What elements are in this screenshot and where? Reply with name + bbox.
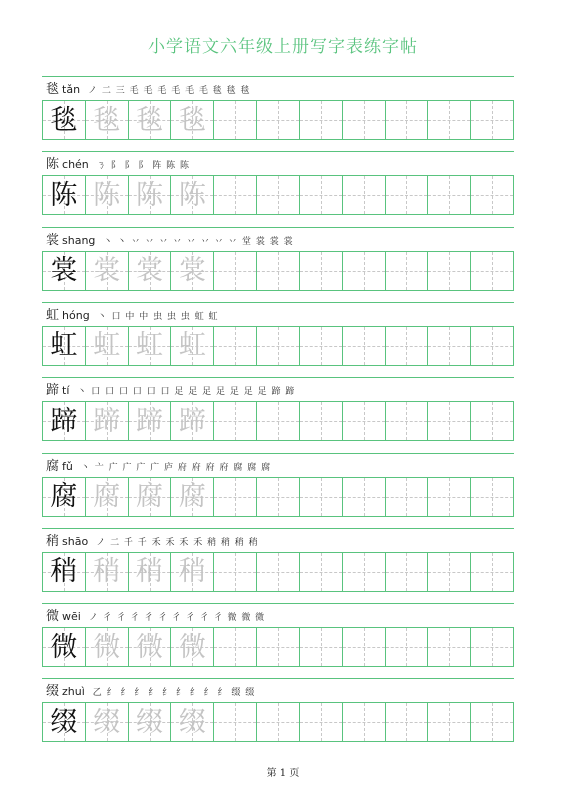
trace-cell[interactable] — [86, 628, 129, 666]
trace-character: 蹄 — [93, 405, 121, 437]
divider-line — [42, 603, 514, 604]
trace-cell[interactable] — [129, 703, 172, 741]
divider-line — [42, 453, 514, 454]
trace-cell[interactable] — [86, 478, 129, 516]
blank-cell[interactable] — [214, 402, 257, 440]
blank-cell[interactable] — [257, 252, 300, 290]
blank-cell[interactable] — [257, 478, 300, 516]
blank-cell[interactable] — [257, 628, 300, 666]
writing-grid — [42, 477, 514, 517]
model-character: 裳 — [50, 255, 78, 287]
model-cell[interactable] — [43, 176, 86, 214]
trace-cell[interactable] — [171, 703, 214, 741]
blank-cell[interactable] — [214, 553, 257, 591]
trace-character: 毯 — [178, 104, 206, 136]
blank-cell[interactable] — [428, 176, 471, 214]
trace-cell[interactable] — [86, 327, 129, 365]
blank-cell[interactable] — [214, 478, 257, 516]
blank-cell[interactable] — [343, 703, 386, 741]
trace-character: 裳 — [178, 255, 206, 287]
blank-cell[interactable] — [300, 478, 343, 516]
trace-cell[interactable] — [129, 478, 172, 516]
pinyin-label: wēi — [62, 610, 81, 624]
character-info — [46, 607, 265, 625]
stroke-order: 丶 丶 丷 丷 丷 丷 丷 丷 丷 丷 堂 裳 裳 裳 — [103, 236, 294, 247]
writing-grid — [42, 552, 514, 592]
trace-character: 陈 — [93, 179, 121, 211]
model-cell[interactable] — [43, 252, 86, 290]
divider-line — [42, 377, 514, 378]
blank-cell[interactable] — [300, 252, 343, 290]
model-character: 稍 — [50, 556, 78, 588]
blank-cell[interactable] — [257, 176, 300, 214]
blank-cell[interactable] — [386, 703, 429, 741]
trace-character: 微 — [136, 631, 164, 663]
trace-cell[interactable] — [171, 402, 214, 440]
blank-cell[interactable] — [214, 252, 257, 290]
blank-cell[interactable] — [386, 101, 429, 139]
character-block — [42, 302, 514, 372]
trace-character: 腐 — [136, 481, 164, 512]
trace-cell[interactable] — [129, 252, 172, 290]
divider-line — [42, 302, 514, 303]
blank-cell[interactable] — [386, 553, 429, 591]
trace-cell[interactable] — [171, 478, 214, 516]
character-info — [46, 457, 271, 475]
blank-cell[interactable] — [343, 478, 386, 516]
blank-cell[interactable] — [428, 553, 471, 591]
trace-cell[interactable] — [171, 252, 214, 290]
blank-cell[interactable] — [386, 176, 429, 214]
character-block — [42, 603, 514, 673]
blank-cell[interactable] — [214, 327, 257, 365]
writing-grid — [42, 175, 514, 215]
trace-character: 虹 — [136, 330, 164, 362]
trace-cell[interactable] — [129, 101, 172, 139]
model-cell[interactable] — [43, 553, 86, 591]
trace-character: 缀 — [93, 706, 121, 738]
character-block — [42, 151, 514, 221]
blank-cell[interactable] — [471, 703, 513, 741]
blank-cell[interactable] — [300, 628, 343, 666]
trace-character: 稍 — [93, 556, 121, 588]
model-cell[interactable] — [43, 628, 86, 666]
blank-cell[interactable] — [300, 402, 343, 440]
character-block — [42, 377, 514, 447]
blank-cell[interactable] — [471, 327, 513, 365]
trace-cell[interactable] — [86, 553, 129, 591]
divider-line — [42, 227, 514, 228]
character-info — [46, 381, 295, 399]
writing-grid — [42, 251, 514, 291]
character-info — [46, 155, 190, 173]
stroke-order: ノ 二 三 毛 毛 毛 毛 毛 毛 毯 毯 毯 — [88, 86, 251, 96]
character-label: 稍 — [46, 533, 60, 549]
trace-cell[interactable] — [86, 703, 129, 741]
blank-cell[interactable] — [428, 252, 471, 290]
blank-cell[interactable] — [471, 553, 513, 591]
model-cell[interactable] — [43, 327, 86, 365]
blank-cell[interactable] — [343, 327, 386, 365]
trace-character: 裳 — [93, 255, 121, 287]
blank-cell[interactable] — [257, 327, 300, 365]
blank-cell[interactable] — [300, 703, 343, 741]
character-info — [46, 682, 255, 700]
stroke-order: 丶 口 中 中 虫 虫 虫 虹 虹 — [97, 311, 219, 322]
blank-cell[interactable] — [471, 402, 513, 440]
blank-cell[interactable] — [214, 628, 257, 666]
blank-cell[interactable] — [471, 628, 513, 666]
stroke-order: 丶 口 口 口 口 口 口 足 足 足 足 足 足 足 蹄 蹄 — [77, 387, 296, 398]
trace-character: 虹 — [93, 330, 121, 362]
trace-character: 稍 — [136, 556, 164, 588]
trace-character: 陈 — [178, 179, 206, 211]
blank-cell[interactable] — [257, 553, 300, 591]
character-block — [42, 678, 514, 748]
trace-character: 腐 — [178, 481, 206, 512]
blank-cell[interactable] — [343, 628, 386, 666]
divider-line — [42, 151, 514, 152]
blank-cell[interactable] — [471, 478, 513, 516]
trace-cell[interactable] — [86, 402, 129, 440]
trace-cell[interactable] — [171, 628, 214, 666]
trace-character: 微 — [93, 631, 121, 663]
trace-character: 稍 — [178, 556, 206, 588]
character-block — [42, 227, 514, 297]
blank-cell[interactable] — [428, 402, 471, 440]
pinyin-label: chén — [62, 158, 89, 172]
divider-line — [42, 678, 514, 679]
character-label: 蹄 — [46, 383, 60, 399]
blank-cell[interactable] — [428, 478, 471, 516]
blank-cell[interactable] — [257, 101, 300, 139]
model-character: 虹 — [50, 330, 78, 362]
blank-cell[interactable] — [343, 553, 386, 591]
blank-cell[interactable] — [343, 252, 386, 290]
writing-grid — [42, 326, 514, 366]
trace-cell[interactable] — [86, 252, 129, 290]
blank-cell[interactable] — [214, 703, 257, 741]
trace-character: 腐 — [93, 481, 121, 512]
character-label: 微 — [46, 609, 60, 625]
character-block — [42, 76, 514, 146]
page-title: 小学语文六年级上册写字表练字帖 — [148, 37, 418, 57]
blank-cell[interactable] — [343, 101, 386, 139]
trace-cell[interactable] — [129, 402, 172, 440]
blank-cell[interactable] — [257, 703, 300, 741]
pinyin-label: zhuì — [62, 685, 85, 699]
divider-line — [42, 76, 514, 77]
model-character: 陈 — [50, 179, 78, 211]
trace-character: 微 — [178, 631, 206, 663]
writing-grid — [42, 401, 514, 441]
stroke-order: ノ 彳 彳 彳 彳 彳 彳 彳 彳 彳 微 微 微 — [88, 613, 266, 624]
trace-character: 蹄 — [136, 405, 164, 437]
blank-cell[interactable] — [428, 101, 471, 139]
trace-character: 裳 — [136, 255, 164, 287]
writing-grid — [42, 100, 514, 140]
blank-cell[interactable] — [428, 703, 471, 741]
writing-grid — [42, 702, 514, 742]
trace-cell[interactable] — [129, 553, 172, 591]
trace-cell[interactable] — [129, 176, 172, 214]
trace-cell[interactable] — [129, 327, 172, 365]
pinyin-label: tǎn — [62, 83, 81, 96]
character-info — [46, 80, 251, 98]
blank-cell[interactable] — [300, 327, 343, 365]
trace-character: 缀 — [136, 706, 164, 738]
character-block — [42, 528, 514, 598]
blank-cell[interactable] — [257, 402, 300, 440]
character-label: 腐 — [46, 458, 60, 474]
trace-cell[interactable] — [86, 176, 129, 214]
blank-cell[interactable] — [471, 176, 513, 214]
page-number: 第 1 页 — [266, 768, 300, 779]
blank-cell[interactable] — [471, 252, 513, 290]
blank-cell[interactable] — [386, 252, 429, 290]
stroke-order: ノ 二 千 千 禾 禾 禾 禾 稍 稍 稍 稍 — [96, 537, 259, 548]
blank-cell[interactable] — [214, 176, 257, 214]
pinyin-label: shāo — [62, 534, 89, 548]
blank-cell[interactable] — [386, 628, 429, 666]
trace-character: 毯 — [136, 104, 164, 136]
trace-character: 虹 — [178, 330, 206, 362]
model-cell[interactable] — [43, 101, 86, 139]
stroke-order: 乙 纟 纟 纟 纟 纟 纟 纟 纟 纟 缀 缀 — [92, 688, 256, 699]
blank-cell[interactable] — [471, 101, 513, 139]
divider-line — [42, 528, 514, 529]
model-character: 毯 — [50, 104, 78, 136]
character-label: 缀 — [46, 684, 60, 700]
character-info — [46, 231, 294, 249]
character-label: 陈 — [46, 157, 60, 173]
blank-cell[interactable] — [386, 327, 429, 365]
blank-cell[interactable] — [428, 327, 471, 365]
stroke-order: 丶 亠 广 广 广 广 庐 府 府 府 府 腐 腐 腐 — [80, 462, 272, 473]
model-character: 微 — [50, 631, 78, 663]
character-block — [42, 453, 514, 523]
character-info — [46, 306, 219, 324]
model-cell[interactable] — [43, 478, 86, 516]
trace-character: 蹄 — [178, 405, 206, 437]
blank-cell[interactable] — [300, 553, 343, 591]
pinyin-label: hóng — [62, 308, 90, 322]
model-cell[interactable] — [43, 703, 86, 741]
model-cell[interactable] — [43, 402, 86, 440]
model-character: 腐 — [50, 481, 78, 512]
character-label: 裳 — [46, 232, 60, 248]
trace-cell[interactable] — [86, 101, 129, 139]
character-label: 毯 — [46, 82, 60, 97]
model-character: 蹄 — [50, 405, 78, 437]
trace-cell[interactable] — [171, 327, 214, 365]
character-info — [46, 532, 259, 550]
blank-cell[interactable] — [428, 628, 471, 666]
pinyin-label: tí — [62, 384, 70, 398]
writing-grid — [42, 627, 514, 667]
blank-cell[interactable] — [386, 478, 429, 516]
blank-cell[interactable] — [214, 101, 257, 139]
trace-cell[interactable] — [129, 628, 172, 666]
character-label: 虹 — [46, 307, 60, 323]
blank-cell[interactable] — [343, 176, 386, 214]
trace-character: 陈 — [136, 179, 164, 211]
trace-cell[interactable] — [171, 176, 214, 214]
trace-cell[interactable] — [171, 553, 214, 591]
blank-cell[interactable] — [300, 101, 343, 139]
blank-cell[interactable] — [386, 402, 429, 440]
blank-cell[interactable] — [300, 176, 343, 214]
blank-cell[interactable] — [343, 402, 386, 440]
pinyin-label: fǔ — [62, 459, 73, 473]
pinyin-label: shang — [62, 233, 96, 247]
trace-character: 缀 — [178, 706, 206, 738]
trace-character: 毯 — [93, 104, 121, 136]
model-character: 缀 — [50, 706, 78, 738]
stroke-order: ㄋ 阝 阝 阝 阵 陈 陈 — [96, 161, 190, 172]
trace-cell[interactable] — [171, 101, 214, 139]
